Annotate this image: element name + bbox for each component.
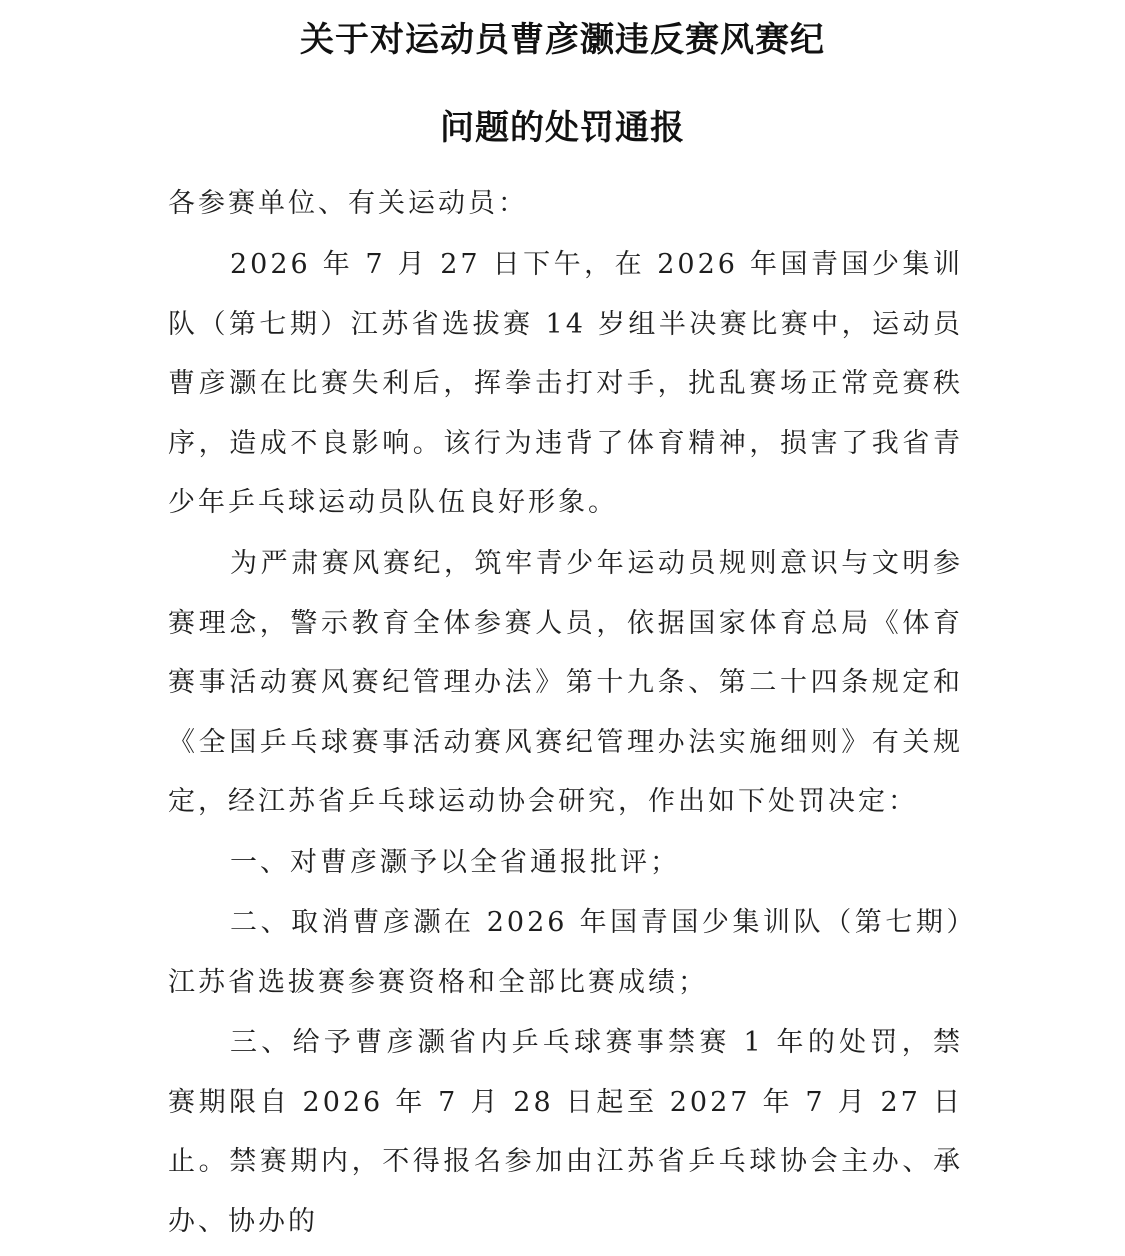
document-title-line-1: 关于对运动员曹彦灏违反赛风赛纪	[300, 20, 825, 60]
penalty-item-1: 一、对曹彦灏予以全省通报批评；	[230, 847, 680, 878]
penalty-item-3: 三、给予曹彦灏省内乒乓球赛事禁赛 1 年的处罚，禁赛期限自 2026 年 7 月 28 日起至 2027 年 7 月 27 日止。禁赛期内，不得报名参加由江苏省乒乓球协会主办、承办、协办的	[168, 1027, 963, 1237]
salutation: 各参赛单位、有关运动员：	[168, 188, 528, 219]
paragraph-incident: 2026 年 7 月 27 日下午，在 2026 年国青国少集训队（第七期）江苏省选拔赛 14 岁组半决赛比赛中，运动员曹彦灏在比赛失利后，挥拳击打对手，扰乱赛场正常竞赛秩序，造成不良影响。该行为违背了体育精神，损害了我省青少年乒乓球运动员队伍良好形象。	[168, 249, 963, 518]
penalty-item-2: 二、取消曹彦灏在 2026 年国青国少集训队（第七期）江苏省选拔赛参赛资格和全部比赛成绩；	[168, 907, 963, 998]
document-title-line-2: 问题的处罚通报	[440, 108, 685, 148]
paragraph-basis: 为严肃赛风赛纪，筑牢青少年运动员规则意识与文明参赛理念，警示教育全体参赛人员，依据国家体育总局《体育赛事活动赛风赛纪管理办法》第十九条、第二十四条规定和《全国乒乓球赛事活动赛风赛纪管理办法实施细则》有关规定，经江苏省乒乓球运动协会研究，作出如下处罚决定：	[168, 548, 963, 817]
